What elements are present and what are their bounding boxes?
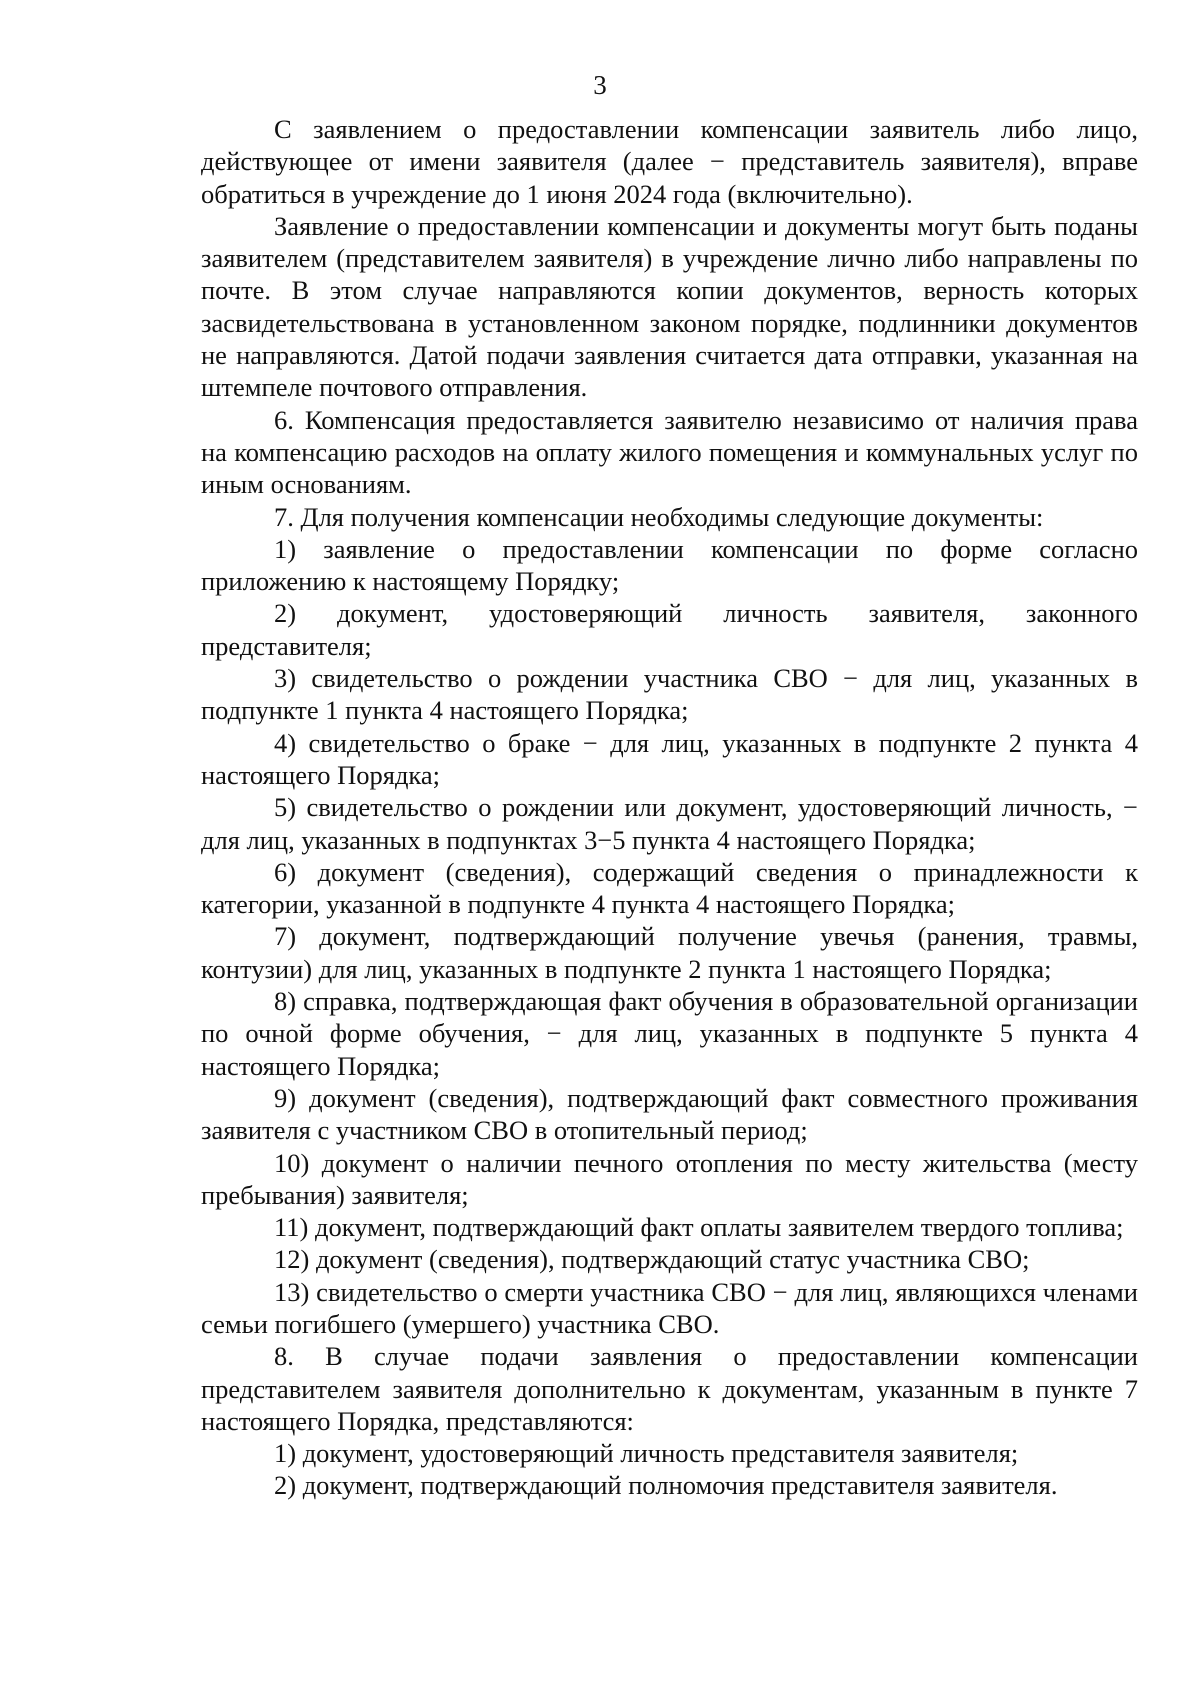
list-item-8-2: 2) документ, подтверждающий полномочия представителя заявителя. <box>274 1470 1058 1501</box>
paragraph-clause-7: 7. Для получения компенсации необходимы следующие документы: <box>274 501 1044 532</box>
paragraph-clause-8: 8. В случае подачи заявления о предоставлении компенсации представителем заявителя дополнительно к документам, указанным в пункте 7 настоящего Порядка, представляются: <box>201 1341 1138 1436</box>
list-item-8-1: 1) документ, удостоверяющий личность представителя заявителя; <box>274 1438 1019 1469</box>
list-item-7-7: 7) документ, подтверждающий получение увечья (ранения, травмы, контузии) для лиц, указанных в подпункте 2 пункта 1 настоящего Порядка; <box>201 921 1138 984</box>
list-item-7-12: 12) документ (сведения), подтверждающий статус участника СВО; <box>274 1244 1030 1275</box>
list-item-7-13: 13) свидетельство о смерти участника СВО − для лиц, являющихся членами семьи погибшего (умершего) участника СВО. <box>201 1276 1138 1339</box>
document-body <box>201 113 1138 1502</box>
list-item-7-3: 3) свидетельство о рождении участника СВО − для лиц, указанных в подпункте 1 пункта 4 настоящего Порядка; <box>201 663 1138 726</box>
list-item-7-9: 9) документ (сведения), подтверждающий факт совместного проживания заявителя с участником СВО в отопительный период; <box>201 1082 1138 1146</box>
list-item-7-5: 5) свидетельство о рождении или документ, удостоверяющий личность, − для лиц, указанных в подпунктах 3−5 пункта 4 настоящего Порядка; <box>201 792 1138 855</box>
list-item-7-2: 2) документ, удостоверяющий личность заявителя, законного представителя; <box>201 598 1138 661</box>
list-item-7-6: 6) документ (сведения), содержащий сведения о принадлежности к категории, указанной в подпункте 4 пункта 4 настоящего Порядка; <box>201 856 1138 920</box>
paragraph-submission-methods: Заявление о предоставлении компенсации и документы могут быть поданы заявителем (представителем заявителя) в учреждение лично либо направлены по почте. В этом случае направляются копии документов, верность которых засвидетельствована в установленном законом порядке, подлинники документов не направляются. Датой подачи заявления считается дата отправки, указанная на штемпеле почтового отправления. <box>201 210 1138 403</box>
paragraph-clause-6: 6. Компенсация предоставляется заявителю независимо от наличия права на компенсацию расходов на оплату жилого помещения и коммунальных услуг по иным основаниям. <box>201 404 1138 500</box>
page-number: 3 <box>593 70 607 100</box>
list-item-7-8: 8) справка, подтверждающая факт обучения в образовательной организации по очной форме обучения, − для лиц, указанных в подпункте 5 пункта 4 настоящего Порядка; <box>201 986 1138 1081</box>
paragraph-application-deadline: С заявлением о предоставлении компенсации заявитель либо лицо, действующее от имени заявителя (далее − представитель заявителя), вправе обратиться в учреждение до 1 июня 2024 года (включительно). <box>201 114 1138 209</box>
list-item-7-11: 11) документ, подтверждающий факт оплаты заявителем твердого топлива; <box>274 1212 1124 1243</box>
list-item-7-4: 4) свидетельство о браке − для лиц, указанных в подпункте 2 пункта 4 настоящего Порядка; <box>201 727 1138 790</box>
list-item-7-1: 1) заявление о предоставлении компенсации по форме согласно приложению к настоящему Порядку; <box>201 533 1138 597</box>
list-item-7-10: 10) документ о наличии печного отопления по месту жительства (месту пребывания) заявителя; <box>201 1147 1138 1210</box>
